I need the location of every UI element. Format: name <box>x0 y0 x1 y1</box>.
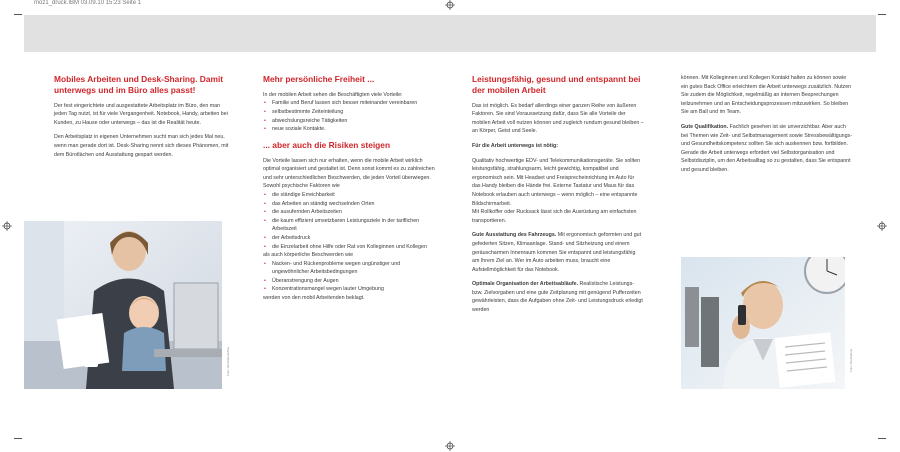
column-3 <box>472 74 644 321</box>
list-item: • Überanstrengung der Augen <box>263 277 438 286</box>
crop-mark <box>878 438 886 439</box>
column-2 <box>263 74 438 309</box>
column-4-subheading: Gute Qualifikation. <box>681 123 729 130</box>
physical-complaints-list <box>263 260 438 294</box>
print-slug: moz1_druck.IBM 03.09.10 15:23 Seite 1 <box>34 0 142 6</box>
column-2-intro: In der mobilen Arbeit sehen die Beschäftigten viele Vorteile: <box>263 91 403 98</box>
list-item: • Nacken- und Rückenprobleme wegen ungünstiger und ungewöhnlicher Arbeitsbedingungen <box>263 260 438 277</box>
list-item: • die ausufernden Arbeitszeiten <box>263 208 438 217</box>
column-4 <box>681 74 853 181</box>
list-item: • der Arbeitsdruck <box>263 234 438 243</box>
column-4-paragraph: können. Mit Kolleginnen und Kollegen Kontakt halten zu können sowie ein gutes Back Office erleichtern die Arbeit unterwegs zusätzlich. Nutzen Sie zudem die Möglichkeit, regelmäßig an internen Besprechungen teilzunehmen und an Entscheidungsprozessen mitzuwirken. So bleiben Sie am Ball und im Team. <box>681 75 852 116</box>
column-3-subheading: Für die Arbeit unterwegs ist nötig: <box>472 142 559 149</box>
column-1-heading: Mobiles Arbeiten und Desk-Sharing. Damit unterwegs und im Büro alles passt! <box>54 74 224 95</box>
psychological-factors-list <box>263 191 438 251</box>
column-2-heading: ... aber auch die Risiken steigen <box>263 139 391 150</box>
header-band <box>24 15 876 52</box>
list-item: • selbstbestimmte Zeiteinteilung <box>263 108 438 117</box>
column-3-paragraph: Mit Rollkoffer oder Rucksack lässt sich die Ausrüstung am einfachsten transportieren. <box>472 209 637 224</box>
list-item: • abwechslungsreiche Tätigkeiten <box>263 117 438 126</box>
column-3-paragraph <box>472 231 644 274</box>
photo-mother-child-laptop <box>24 221 222 389</box>
photo-credit: Foto: iStockphoto/foto <box>226 346 230 376</box>
column-3-paragraph: Qualitativ hochwertige EDV- und Telekommunikationsgeräte. Sie sollten leistungsfähig, strahlungsarm, leicht gewichtig, kompatibel und ergonomisch sein. Mit Headset und Freisprecheinrichtung im Auto für das Handy bleiben die Hände frei. Externe Tastatur und Maus für das Notebook erlauben auch unterwegs – wenn möglich – eine entspannte Bildschirmarbeit. <box>472 157 641 207</box>
registration-mark-icon <box>2 221 12 231</box>
list-item: • das Arbeiten an ständig wechselnden Orten <box>263 200 438 209</box>
crop-mark <box>878 14 886 15</box>
column-1 <box>54 74 232 165</box>
registration-mark-icon <box>877 221 887 231</box>
column-3-subheading: Gute Ausstattung des Fahrzeugs. <box>472 232 557 239</box>
list-item: • die ständige Erreichbarkeit <box>263 191 438 200</box>
list-item: • die kaum effizient umsetzbaren Leistungsziele in der tariflichen Arbeitszeit <box>263 217 438 234</box>
list-item: • neue soziale Kontakte. <box>263 125 438 134</box>
list-item: • Familie und Beruf lassen sich besser miteinander vereinbaren <box>263 99 438 108</box>
column-4-paragraph <box>681 123 853 175</box>
photo-credit: Foto: iStockphoto <box>849 348 853 372</box>
column-2-paragraph: werden von den mobil Arbeitenden beklagt. <box>263 295 365 302</box>
column-3-paragraph: Das ist möglich. Es bedarf allerdings einer ganzen Reihe von äußeren Faktoren. Sie sind Voraussetzung dafür, dass Sie alle Vorteile der mobilen Arbeit voll nutzen können und zugleich rundum gesund bleiben – an Körper, Geist und Seele. <box>472 102 644 135</box>
column-3-text: Realistische Leistungs- bzw. Zielvorgaben und eine gute Zeitplanung mit genügend Pufferzeiten gewährleisten, dass die Aufgaben ohne Zeit- und Leistungsdruck erledigt werden <box>472 281 643 314</box>
column-3-paragraph <box>472 280 644 314</box>
advantages-list <box>263 99 438 133</box>
registration-mark-icon <box>445 441 455 451</box>
list-item: • die Einzelarbeit ohne Hilfe oder Rat von Kolleginnen und Kollegen <box>263 243 438 252</box>
crop-mark <box>14 438 22 439</box>
column-2-paragraph: als auch körperliche Beschwerden wie <box>263 252 354 259</box>
registration-mark-icon <box>445 0 455 10</box>
column-3-subheading: Optimale Organisation der Arbeitsabläufe. <box>472 281 579 288</box>
column-3-text: Mit ergonomisch geformten und gut gefederten Sitzen, Klimaanlage. Stand- und Sitzheizung und einem geräuscharmen Innenraum kommen Sie entspannt und leistungsfähig am Ihrem Ziel an. Wer im Auto arbeiten muss, braucht eine Aufstellmöglichkeit für das Notebook. <box>472 232 642 273</box>
column-4-text: Fachlich gesehen ist sie unverzichtbar. Aber auch bei Themen wie Zeit- und Selbstmanagement sowie Stressbewältigungs- und Gesundheitskompetenz sollten Sie sich auskennen bzw. fortbilden. Gerade die Arbeit unterwegs erfordert viel Selbstorganisation und Selbstdisziplin, um den Arbeitsalltag so zu gestalten, dass Sie entspannt und gesund bleiben. <box>681 123 852 173</box>
column-1-paragraph: Den Arbeitsplatz in eigenen Unternehmen sucht man sich jedes Mal neu, wenn man gerade dort ist. Desk-Sharing nennt sich dieses Phänomen, mit dem Bürotlächen und Ausstattung gespart werden. <box>54 134 229 158</box>
column-2-paragraph: Die Vorteile lassen sich nur erhalten, wenn die mobile Arbeit wirklich optimal organisiert und gestaltet ist. Denn sonst kommt es zu zahlreichen und sehr unterschiedlichen Beschwerden, die jeden Vorteil überwiegen. Sowohl psychische Faktoren wie <box>263 157 435 190</box>
list-item: • Konzentrationsmangel wegen lauter Umgebung <box>263 285 438 294</box>
crop-mark <box>14 14 22 15</box>
column-2-heading: Mehr persönliche Freiheit ... <box>263 74 375 84</box>
column-1-paragraph: Der fest eingerichtete und ausgestattete Arbeitsplatz im Büro, den man jeden Tag nutzt, ist für viele Vergangenheit. Notebook, Handy, arbeiten bei Kunden, zu Hause oder unterwegs – das ist die Realität heute. <box>54 102 228 126</box>
column-3-heading: Leistungsfähig, gesund und entspannt bei der mobilen Arbeit <box>472 74 641 95</box>
photo-man-on-phone <box>681 257 845 389</box>
